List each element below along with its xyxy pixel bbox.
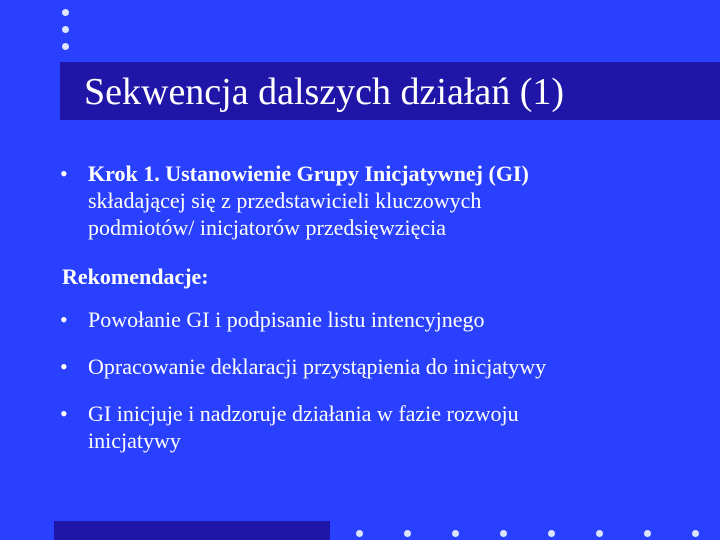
decor-dot — [62, 9, 69, 16]
step-text-line: składającej się z przedstawicieli kluczowych — [88, 188, 482, 213]
decor-dot — [62, 43, 69, 50]
decor-dot — [62, 26, 69, 33]
recommendation-item — [60, 400, 680, 454]
bottom-bar — [54, 521, 330, 540]
decor-dot — [356, 530, 363, 537]
decor-dot — [548, 530, 555, 537]
recommendation-text: GI inicjuje i nadzoruje działania w fazie rozwoju — [88, 401, 519, 426]
recommendation-item — [60, 306, 680, 333]
recommendations-heading: Rekomendacje: — [62, 264, 209, 289]
title-bar — [60, 62, 720, 120]
decor-dot — [644, 530, 651, 537]
decor-dot — [500, 530, 507, 537]
bullet: • — [60, 161, 68, 186]
decor-dot — [404, 530, 411, 537]
bullet: • — [60, 307, 68, 332]
step-item — [60, 160, 680, 241]
slide-content — [60, 160, 680, 454]
recommendation-text: inicjatywy — [88, 428, 181, 453]
step-text-line: podmiotów/ inicjatorów przedsięwzięcia — [88, 215, 446, 240]
recommendation-text: Powołanie GI i podpisanie listu intencyjnego — [88, 307, 485, 332]
step-label: Krok 1. Ustanowienie Grupy Inicjatywnej (GI) — [88, 161, 529, 186]
decor-dot — [596, 530, 603, 537]
decor-dot — [692, 530, 699, 537]
bullet: • — [60, 354, 68, 379]
recommendation-text: Opracowanie deklaracji przystąpienia do inicjatywy — [88, 354, 547, 379]
decor-dot — [452, 530, 459, 537]
bullet: • — [60, 401, 68, 426]
slide-title: Sekwencja dalszych działań (1) — [84, 71, 565, 113]
recommendation-item — [60, 353, 680, 380]
